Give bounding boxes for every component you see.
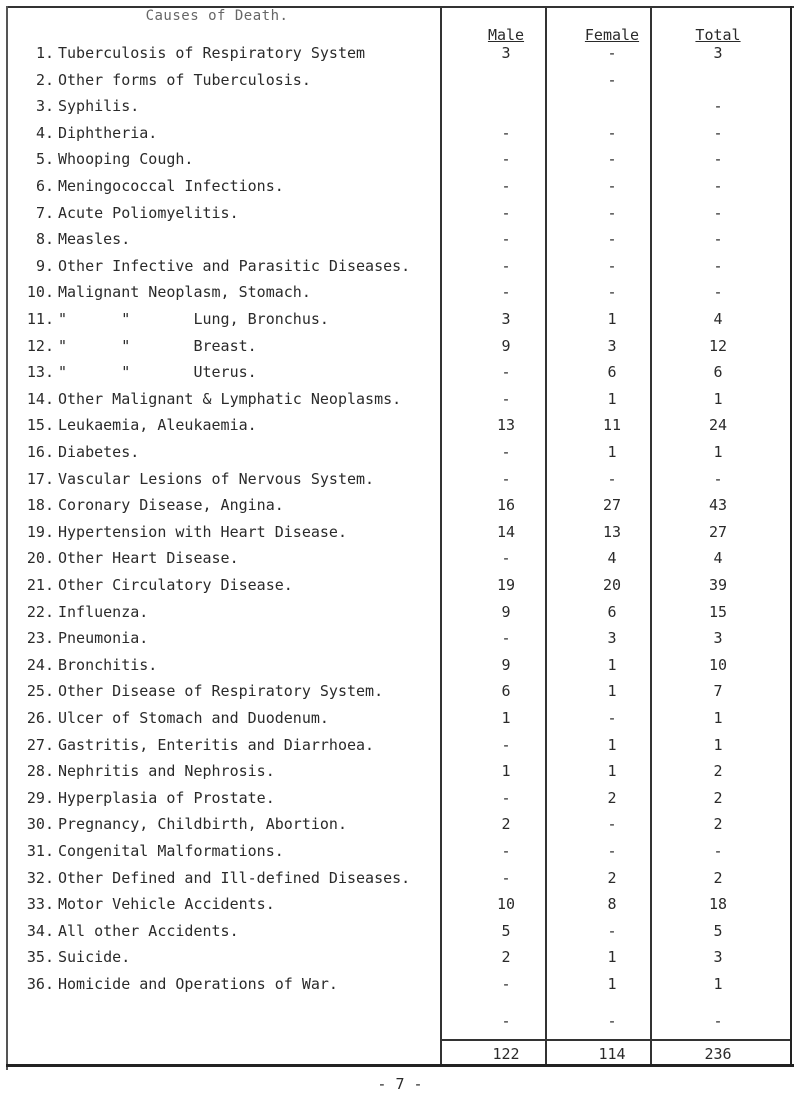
cause-row — [0, 363, 800, 389]
cause-row — [0, 204, 800, 230]
cause-label: Diphtheria. — [58, 124, 158, 142]
column-header-female: Female — [584, 26, 640, 44]
cause-label: Motor Vehicle Accidents. — [58, 895, 275, 913]
row-number: 29. — [26, 789, 54, 807]
cause-label: Bronchitis. — [58, 656, 158, 674]
row-number: 10. — [26, 283, 54, 301]
cause-row — [0, 682, 800, 708]
cause-row — [0, 337, 800, 363]
cause-row — [0, 71, 800, 97]
row-number: 32. — [26, 869, 54, 887]
male-count: - — [501, 443, 511, 461]
row-number: 28. — [26, 762, 54, 780]
male-count: 14 — [496, 523, 516, 541]
total-male: 122 — [492, 1045, 520, 1063]
cause-row — [0, 603, 800, 629]
cause-row — [0, 44, 800, 70]
female-count: 2 — [607, 789, 617, 807]
male-count: 5 — [501, 922, 511, 940]
female-count: 3 — [607, 337, 617, 355]
cause-label: Meningococcal Infections. — [58, 177, 284, 195]
cause-label: Other Malignant & Lymphatic Neoplasms. — [58, 390, 402, 408]
cause-label: Syphilis. — [58, 97, 140, 115]
female-count: - — [607, 177, 617, 195]
total-count: 6 — [713, 363, 723, 381]
row-number: 25. — [26, 682, 54, 700]
male-count: 3 — [501, 310, 511, 328]
male-count: - — [501, 549, 511, 567]
cause-row — [0, 124, 800, 150]
row-number: 26. — [26, 709, 54, 727]
total-count: 27 — [708, 523, 728, 541]
female-count: 2 — [607, 869, 617, 887]
total-count: 18 — [708, 895, 728, 913]
cause-label: Tuberculosis of Respiratory System — [58, 44, 366, 62]
row-number: 3. — [35, 97, 54, 115]
total-count: 1 — [713, 390, 723, 408]
female-count: - — [607, 230, 617, 248]
male-count: 2 — [501, 948, 511, 966]
cause-label: Vascular Lesions of Nervous System. — [58, 470, 375, 488]
female-count: 6 — [607, 363, 617, 381]
table-title: Causes of Death. — [145, 8, 289, 24]
total-count: - — [713, 283, 723, 301]
row-number: 30. — [26, 815, 54, 833]
row1-female-value: - — [607, 44, 617, 62]
row1-male-value: 3 — [501, 44, 511, 62]
row-number: 20. — [26, 549, 54, 567]
cause-label: Pneumonia. — [58, 629, 149, 647]
total-count: - — [713, 257, 723, 275]
female-count: 20 — [602, 576, 622, 594]
female-count: 1 — [607, 762, 617, 780]
total-count: 43 — [708, 496, 728, 514]
female-count: - — [607, 204, 617, 222]
total-count: - — [713, 230, 723, 248]
male-count: 6 — [501, 682, 511, 700]
row-number: 23. — [26, 629, 54, 647]
female-count: - — [607, 815, 617, 833]
cause-row — [0, 416, 800, 442]
cause-label: Nephritis and Nephrosis. — [58, 762, 275, 780]
cause-row — [0, 922, 800, 948]
female-count: - — [607, 842, 617, 860]
page-number: - 7 - — [377, 1075, 423, 1093]
total-count: 15 — [708, 603, 728, 621]
total-count: - — [713, 97, 723, 115]
total-count: 1 — [713, 709, 723, 727]
cause-label: Other Disease of Respiratory System. — [58, 682, 384, 700]
male-count: - — [501, 629, 511, 647]
female-count: - — [607, 124, 617, 142]
row-number: 27. — [26, 736, 54, 754]
total-count: - — [713, 124, 723, 142]
female-count: 1 — [607, 682, 617, 700]
cause-label: Influenza. — [58, 603, 149, 621]
female-count: 1 — [607, 443, 617, 461]
male-count: 9 — [501, 603, 511, 621]
total-count: - — [713, 842, 723, 860]
cause-label: Hypertension with Heart Disease. — [58, 523, 347, 541]
row-number: 9. — [35, 257, 54, 275]
female-count: 8 — [607, 895, 617, 913]
cause-row — [0, 97, 800, 123]
row-number: 18. — [26, 496, 54, 514]
total-count: 7 — [713, 682, 723, 700]
female-count: - — [607, 709, 617, 727]
cause-label: Malignant Neoplasm, Stomach. — [58, 283, 311, 301]
cause-label: Acute Poliomyelitis. — [58, 204, 239, 222]
row-number: 33. — [26, 895, 54, 913]
cause-row — [0, 869, 800, 895]
row-number: 11. — [26, 310, 54, 328]
extra-row-female: - — [607, 1012, 617, 1030]
total-count: 10 — [708, 656, 728, 674]
male-count: - — [501, 230, 511, 248]
total-count: 3 — [713, 948, 723, 966]
male-count: - — [501, 470, 511, 488]
cause-label: All other Accidents. — [58, 922, 239, 940]
cause-row — [0, 948, 800, 974]
female-count: - — [607, 257, 617, 275]
cause-label: Whooping Cough. — [58, 150, 194, 168]
male-count: - — [501, 789, 511, 807]
cause-label: Other Circulatory Disease. — [58, 576, 293, 594]
cause-label: Congenital Malformations. — [58, 842, 284, 860]
row-number: 1. — [35, 44, 54, 62]
extra-row-male: - — [501, 1012, 511, 1030]
row-number: 16. — [26, 443, 54, 461]
extra-blank-row — [0, 1012, 800, 1038]
female-count: 1 — [607, 948, 617, 966]
cause-row — [0, 576, 800, 602]
total-count: - — [713, 204, 723, 222]
total-count: - — [713, 150, 723, 168]
row-number: 31. — [26, 842, 54, 860]
total-count: 12 — [708, 337, 728, 355]
cause-row — [0, 257, 800, 283]
total-count: 4 — [713, 310, 723, 328]
female-count: 1 — [607, 310, 617, 328]
male-count: - — [501, 257, 511, 275]
total-count: 2 — [713, 815, 723, 833]
cause-label: " " Uterus. — [58, 363, 257, 381]
total-count: - — [713, 177, 723, 195]
female-count: - — [607, 150, 617, 168]
cause-row — [0, 310, 800, 336]
female-count: 27 — [602, 496, 622, 514]
male-count: 1 — [501, 709, 511, 727]
total-count: 39 — [708, 576, 728, 594]
male-count: - — [501, 842, 511, 860]
cause-label: Other Defined and Ill-defined Diseases. — [58, 869, 411, 887]
total-count: - — [713, 470, 723, 488]
cause-row — [0, 150, 800, 176]
female-count: 13 — [602, 523, 622, 541]
male-count: - — [501, 150, 511, 168]
cause-label: Hyperplasia of Prostate. — [58, 789, 275, 807]
cause-label: Coronary Disease, Angina. — [58, 496, 284, 514]
row-number: 6. — [35, 177, 54, 195]
row-number: 5. — [35, 150, 54, 168]
cause-row — [0, 709, 800, 735]
total-female: 114 — [598, 1045, 626, 1063]
male-count: - — [501, 283, 511, 301]
cause-row — [0, 975, 800, 1001]
cause-row — [0, 629, 800, 655]
cause-label: Measles. — [58, 230, 131, 248]
male-count: 10 — [496, 895, 516, 913]
male-count: - — [501, 975, 511, 993]
cause-row — [0, 895, 800, 921]
male-count: - — [501, 204, 511, 222]
male-count: 9 — [501, 337, 511, 355]
cause-row — [0, 177, 800, 203]
total-count: 24 — [708, 416, 728, 434]
row-number: 2. — [35, 71, 54, 89]
cause-row — [0, 470, 800, 496]
female-count: 4 — [607, 549, 617, 567]
female-count: - — [607, 470, 617, 488]
female-count: - — [607, 283, 617, 301]
male-count: - — [501, 124, 511, 142]
cause-label: Homicide and Operations of War. — [58, 975, 338, 993]
cause-row — [0, 789, 800, 815]
cause-label: Other Heart Disease. — [58, 549, 239, 567]
male-count: - — [501, 736, 511, 754]
cause-row — [0, 842, 800, 868]
cause-row — [0, 283, 800, 309]
totals-rule — [440, 1039, 790, 1041]
row-number: 34. — [26, 922, 54, 940]
total-count: 1 — [713, 975, 723, 993]
female-count: 6 — [607, 603, 617, 621]
total-count: 2 — [713, 762, 723, 780]
cause-label: Other forms of Tuberculosis. — [58, 71, 311, 89]
female-count: 11 — [602, 416, 622, 434]
cause-row — [0, 230, 800, 256]
cause-label: Diabetes. — [58, 443, 140, 461]
extra-row-total: - — [713, 1012, 723, 1030]
male-count: 1 — [501, 762, 511, 780]
total-count: 3 — [713, 629, 723, 647]
cause-row — [0, 523, 800, 549]
total-count: 5 — [713, 922, 723, 940]
cause-label: Other Infective and Parasitic Diseases. — [58, 257, 411, 275]
column-header-total: Total — [695, 26, 741, 44]
cause-row — [0, 656, 800, 682]
cause-row — [0, 549, 800, 575]
cause-row — [0, 443, 800, 469]
cause-row — [0, 496, 800, 522]
cause-label: Gastritis, Enteritis and Diarrhoea. — [58, 736, 375, 754]
row-number: 19. — [26, 523, 54, 541]
row-number: 7. — [35, 204, 54, 222]
cause-label: " " Lung, Bronchus. — [58, 310, 329, 328]
row-number: 4. — [35, 124, 54, 142]
cause-row — [0, 736, 800, 762]
female-count: 1 — [607, 390, 617, 408]
row-number: 24. — [26, 656, 54, 674]
row1-total-value: 3 — [713, 44, 723, 62]
cause-row — [0, 390, 800, 416]
cause-label: Ulcer of Stomach and Duodenum. — [58, 709, 329, 727]
male-count: - — [501, 177, 511, 195]
female-count: 1 — [607, 975, 617, 993]
cause-label: " " Breast. — [58, 337, 257, 355]
total-count: 1 — [713, 736, 723, 754]
total-count: 2 — [713, 869, 723, 887]
row-number: 36. — [26, 975, 54, 993]
row-number: 22. — [26, 603, 54, 621]
cause-row — [0, 815, 800, 841]
male-count: - — [501, 869, 511, 887]
female-count: 3 — [607, 629, 617, 647]
male-count: - — [501, 390, 511, 408]
male-count: - — [501, 363, 511, 381]
male-count: 19 — [496, 576, 516, 594]
cause-label: Pregnancy, Childbirth, Abortion. — [58, 815, 347, 833]
table-bottom-border — [6, 1064, 794, 1067]
row-number: 14. — [26, 390, 54, 408]
cause-label: Suicide. — [58, 948, 131, 966]
female-count: - — [607, 922, 617, 940]
male-count: 16 — [496, 496, 516, 514]
male-count: 13 — [496, 416, 516, 434]
male-count: 9 — [501, 656, 511, 674]
cause-label: Leukaemia, Aleukaemia. — [58, 416, 257, 434]
row-number: 12. — [26, 337, 54, 355]
row-number: 17. — [26, 470, 54, 488]
total-count: 2 — [713, 789, 723, 807]
cause-row — [0, 762, 800, 788]
female-count: 1 — [607, 736, 617, 754]
row-number: 13. — [26, 363, 54, 381]
total-all: 236 — [704, 1045, 732, 1063]
total-count: 4 — [713, 549, 723, 567]
row-number: 8. — [35, 230, 54, 248]
column-header-male: Male — [487, 26, 525, 44]
male-count: 2 — [501, 815, 511, 833]
row-number: 35. — [26, 948, 54, 966]
female-count: 1 — [607, 656, 617, 674]
female-count: - — [607, 71, 617, 89]
total-count: 1 — [713, 443, 723, 461]
row-number: 21. — [26, 576, 54, 594]
row-number: 15. — [26, 416, 54, 434]
